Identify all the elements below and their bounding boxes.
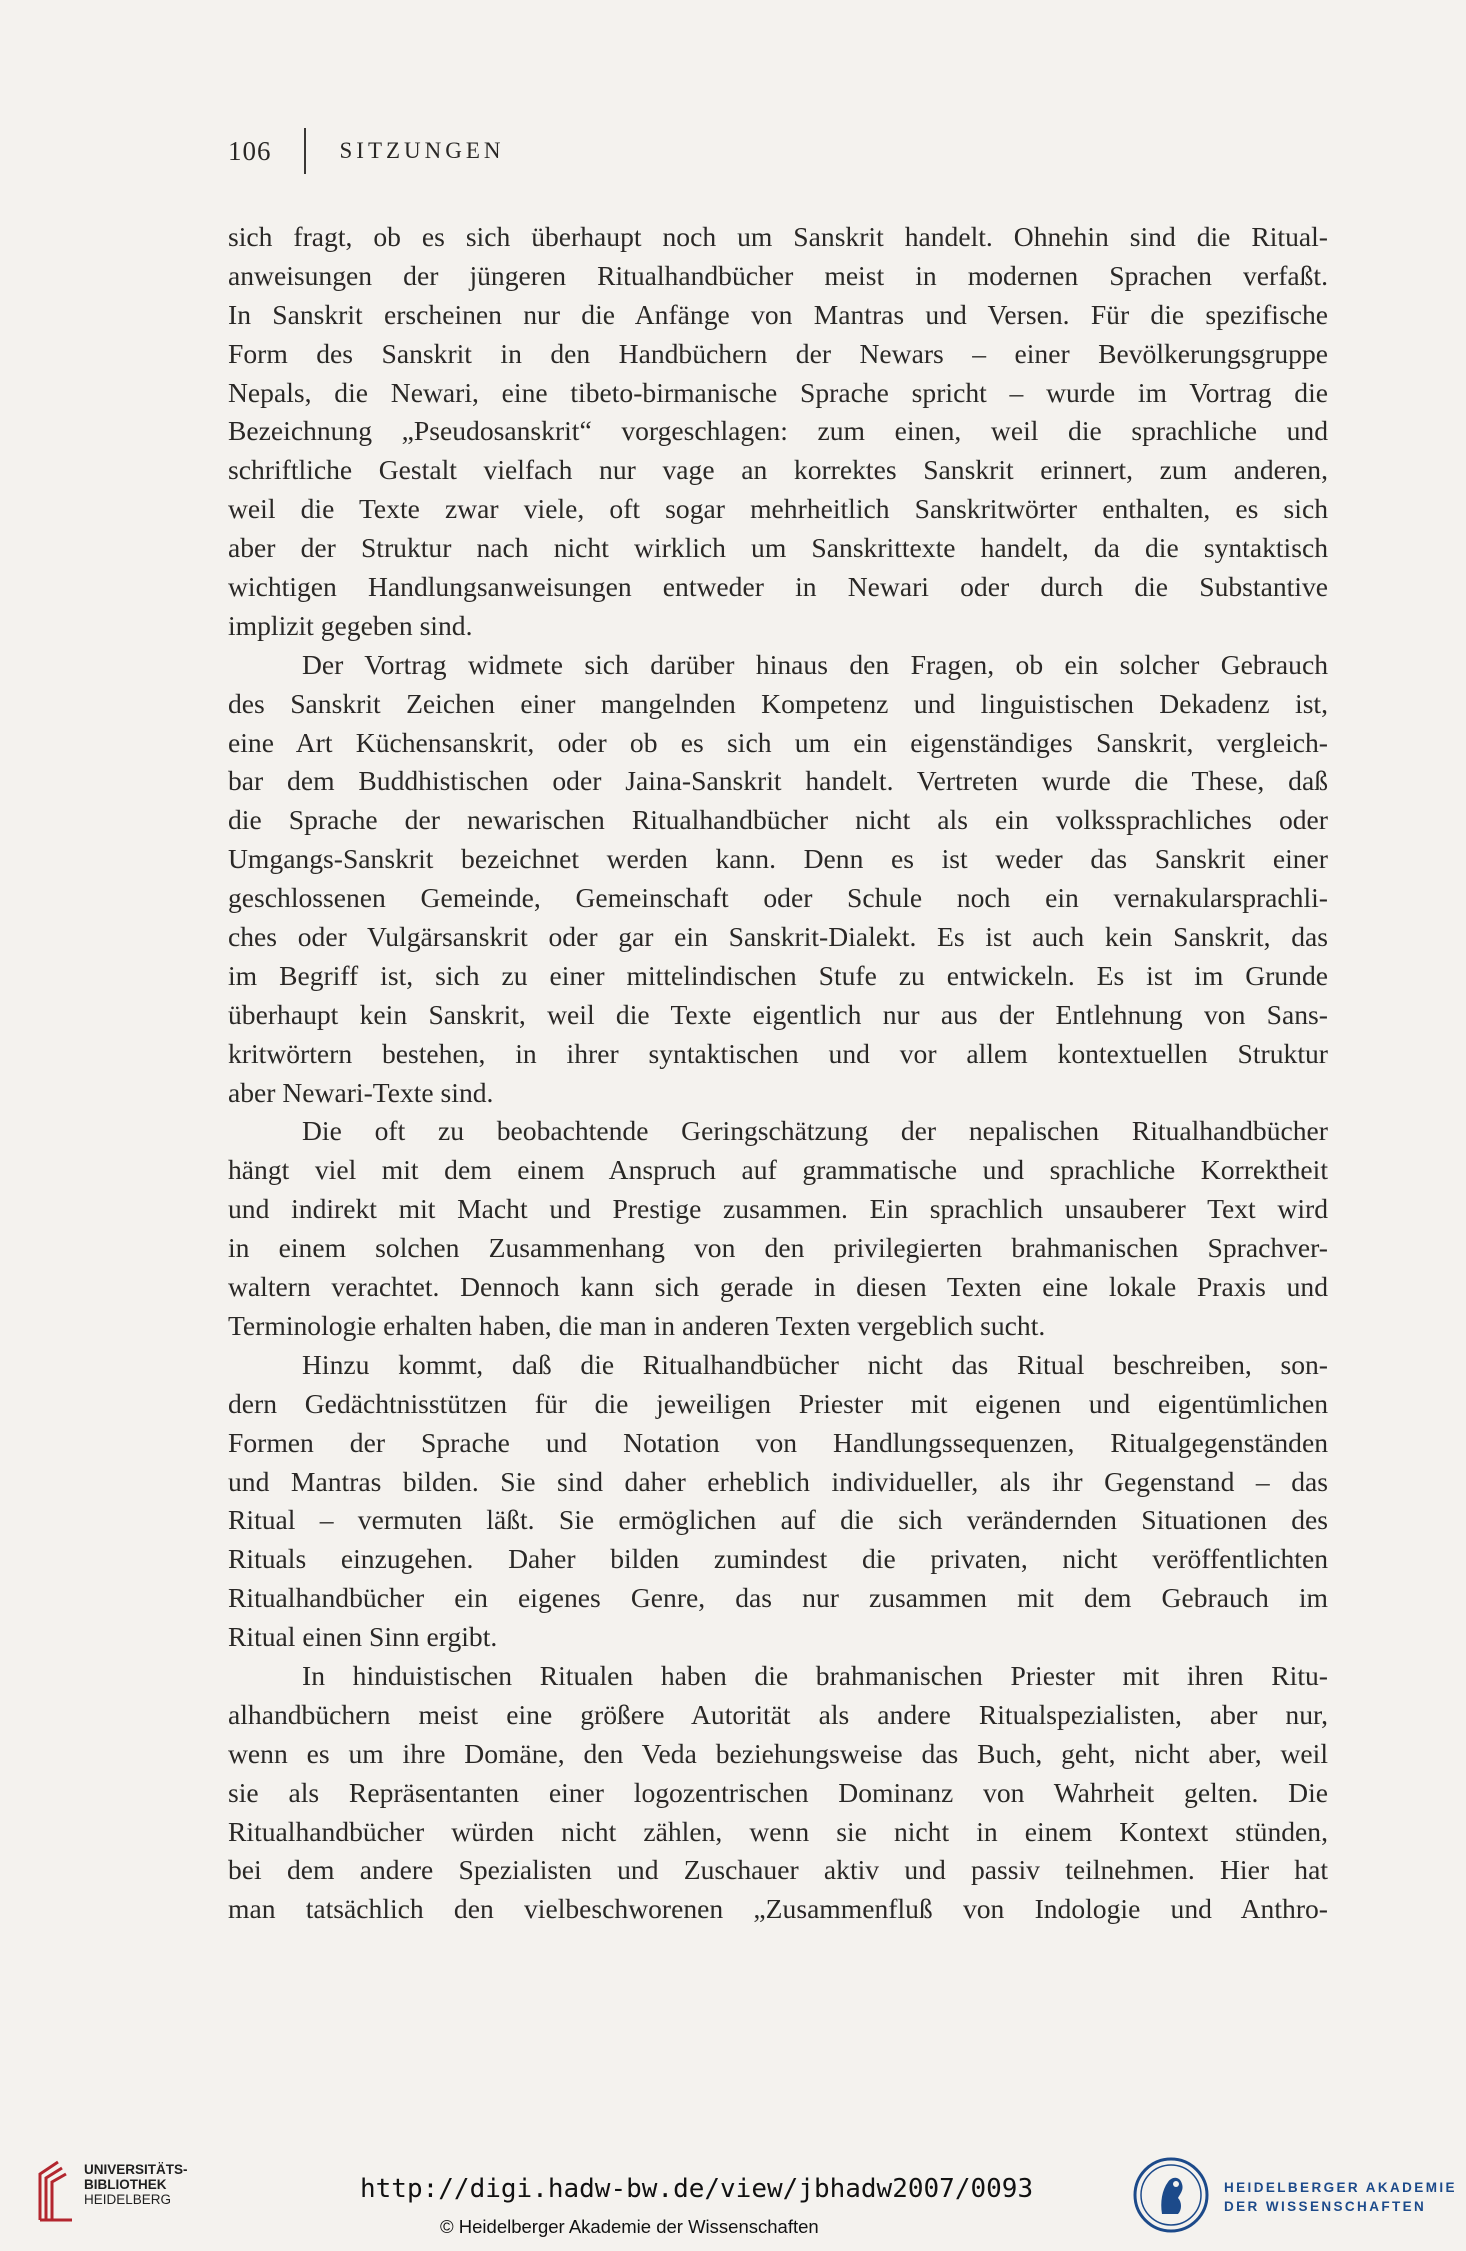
text-line: schriftliche Gestalt vielfach nur vage an korrektes Sanskrit erinnert, zum anderen, [228, 454, 1328, 486]
text-line: und Mantras bilden. Sie sind daher erheblich individueller, als ihr Gegenstand – das [228, 1465, 1328, 1497]
text-line: anweisungen der jüngeren Ritualhandbücher meist in modernen Sprachen verfaßt. [228, 259, 1328, 291]
text-line: dern Gedächtnisstützen für die jeweiligen Priester mit eigenen und eigentümlichen [228, 1387, 1328, 1419]
text-line: weil die Texte zwar viele, oft sogar mehrheitlich Sanskritwörter enthalten, es sich [228, 493, 1328, 525]
text-line: ches oder Vulgärsanskrit oder gar ein Sanskrit-Dialekt. Es ist auch kein Sanskrit, das [228, 921, 1328, 953]
text-line: sich fragt, ob es sich überhaupt noch um Sanskrit handelt. Ohnehin sind die Ritual- [228, 221, 1328, 252]
library-line-3: HEIDELBERG [84, 2192, 172, 2207]
text-line: geschlossenen Gemeinde, Gemeinschaft oder Schule noch ein vernakularsprachli- [228, 882, 1328, 914]
copyright-notice: © Heidelberger Akademie der Wissenschaften [440, 2216, 819, 2237]
header-divider [304, 128, 306, 174]
text-line: Hinzu kommt, daß die Ritualhandbücher nicht das Ritual beschreiben, son- [302, 1348, 1328, 1380]
text-line: Umgangs-Sanskrit bezeichnet werden kann. Denn es ist weder das Sanskrit einer [228, 843, 1328, 875]
text-line: In Sanskrit erscheinen nur die Anfänge von Mantras und Versen. Für die spezifische [228, 298, 1328, 330]
text-line: aber Newari-Texte sind. [228, 1076, 494, 1108]
academy-line-1: HEIDELBERGER AKADEMIE [1224, 2180, 1457, 2195]
academy-line-2: DER WISSENSCHAFTEN [1224, 2199, 1427, 2214]
running-title: SITZUNGEN [339, 138, 505, 163]
university-library-logo-icon [36, 2160, 76, 2224]
library-line-2: BIBLIOTHEK [84, 2177, 167, 2192]
text-line: Terminologie erhalten haben, die man in anderen Texten vergeblich sucht. [228, 1309, 1046, 1341]
text-line: aber der Struktur nach nicht wirklich um Sanskrittexte handelt, da die syntaktisch [228, 532, 1328, 564]
text-line: In hinduistischen Ritualen haben die brahmanischen Priester mit ihren Ritu- [302, 1659, 1328, 1691]
text-line: überhaupt kein Sanskrit, weil die Texte eigentlich nur aus der Entlehnung von Sans- [228, 998, 1328, 1030]
text-line: Form des Sanskrit in den Handbüchern der Newars – einer Bevölkerungsgruppe [228, 337, 1328, 369]
text-line: man tatsächlich den vielbeschworenen „Zusammenfluß von Indologie und Anthro- [228, 1893, 1328, 1925]
text-line: Ritual einen Sinn ergibt. [228, 1621, 498, 1653]
permalink-url[interactable]: http://digi.hadw-bw.de/view/jbhadw2007/0093 [360, 2174, 1034, 2204]
library-line-1: UNIVERSITÄTS- [84, 2162, 188, 2177]
text-line: im Begriff ist, sich zu einer mittelindischen Stufe zu entwickeln. Es ist im Grunde [228, 959, 1328, 991]
text-line: Ritualhandbücher würden nicht zählen, wenn sie nicht in einem Kontext stünden, [228, 1815, 1328, 1847]
text-line: Bezeichnung „Pseudosanskrit“ vorgeschlagen: zum einen, weil die sprachliche und [228, 415, 1328, 447]
text-line: und indirekt mit Macht und Prestige zusammen. Ein sprachlich unsauberer Text wird [228, 1193, 1328, 1225]
text-line: bar dem Buddhistischen oder Jaina-Sanskrit handelt. Vertreten wurde die These, daß [228, 765, 1328, 797]
academy-name [1224, 2178, 1457, 2216]
text-line: wenn es um ihre Domäne, den Veda beziehungsweise das Buch, geht, nicht aber, weil [228, 1737, 1328, 1769]
text-line: bei dem andere Spezialisten und Zuschauer aktiv und passiv teilnehmen. Hier hat [228, 1854, 1328, 1886]
text-line: in einem solchen Zusammenhang von den privilegierten brahmanischen Sprachver- [228, 1232, 1328, 1264]
academy-seal-icon [1132, 2156, 1210, 2234]
text-line: des Sanskrit Zeichen einer mangelnden Kompetenz und linguistischen Dekadenz ist, [228, 687, 1328, 719]
text-line: sie als Repräsentanten einer logozentrischen Dominanz von Wahrheit gelten. Die [228, 1776, 1328, 1808]
page-number: 106 [228, 135, 272, 166]
text-line: die Sprache der newarischen Ritualhandbücher nicht als ein volkssprachliches oder [228, 804, 1328, 836]
body-text [228, 218, 1328, 1929]
text-line: wichtigen Handlungsanweisungen entweder in Newari oder durch die Substantive [228, 571, 1328, 603]
text-line: implizit gegeben sind. [228, 609, 473, 641]
university-library-name [84, 2162, 188, 2207]
text-line: Formen der Sprache und Notation von Handlungssequenzen, Ritualgegenständen [228, 1426, 1328, 1458]
text-line: alhandbüchern meist eine größere Autorität als andere Ritualspezialisten, aber nur, [228, 1698, 1328, 1730]
text-line: Rituals einzugehen. Daher bilden zumindest die privaten, nicht veröffentlichten [228, 1543, 1328, 1575]
text-line: Die oft zu beobachtende Geringschätzung der nepalischen Ritualhandbücher [302, 1115, 1328, 1147]
text-line: Der Vortrag widmete sich darüber hinaus den Fragen, ob ein solcher Gebrauch [302, 648, 1328, 680]
text-line: Ritual – vermuten läßt. Sie ermöglichen auf die sich verändernden Situationen des [228, 1504, 1328, 1536]
text-line: Ritualhandbücher ein eigenes Genre, das nur zusammen mit dem Gebrauch im [228, 1582, 1328, 1614]
text-line: eine Art Küchensanskrit, oder ob es sich um ein eigenständiges Sanskrit, vergleich- [228, 726, 1328, 758]
footer [0, 2140, 1466, 2251]
page-header [228, 128, 505, 174]
text-line: waltern verachtet. Dennoch kann sich gerade in diesen Texten eine lokale Praxis und [228, 1271, 1328, 1303]
text-line: kritwörtern bestehen, in ihrer syntaktischen und vor allem kontextuellen Struktur [228, 1037, 1328, 1069]
text-line: hängt viel mit dem einem Anspruch auf grammatische und sprachliche Korrektheit [228, 1154, 1328, 1186]
text-line: Nepals, die Newari, eine tibeto-birmanische Sprache spricht – wurde im Vortrag die [228, 376, 1328, 408]
